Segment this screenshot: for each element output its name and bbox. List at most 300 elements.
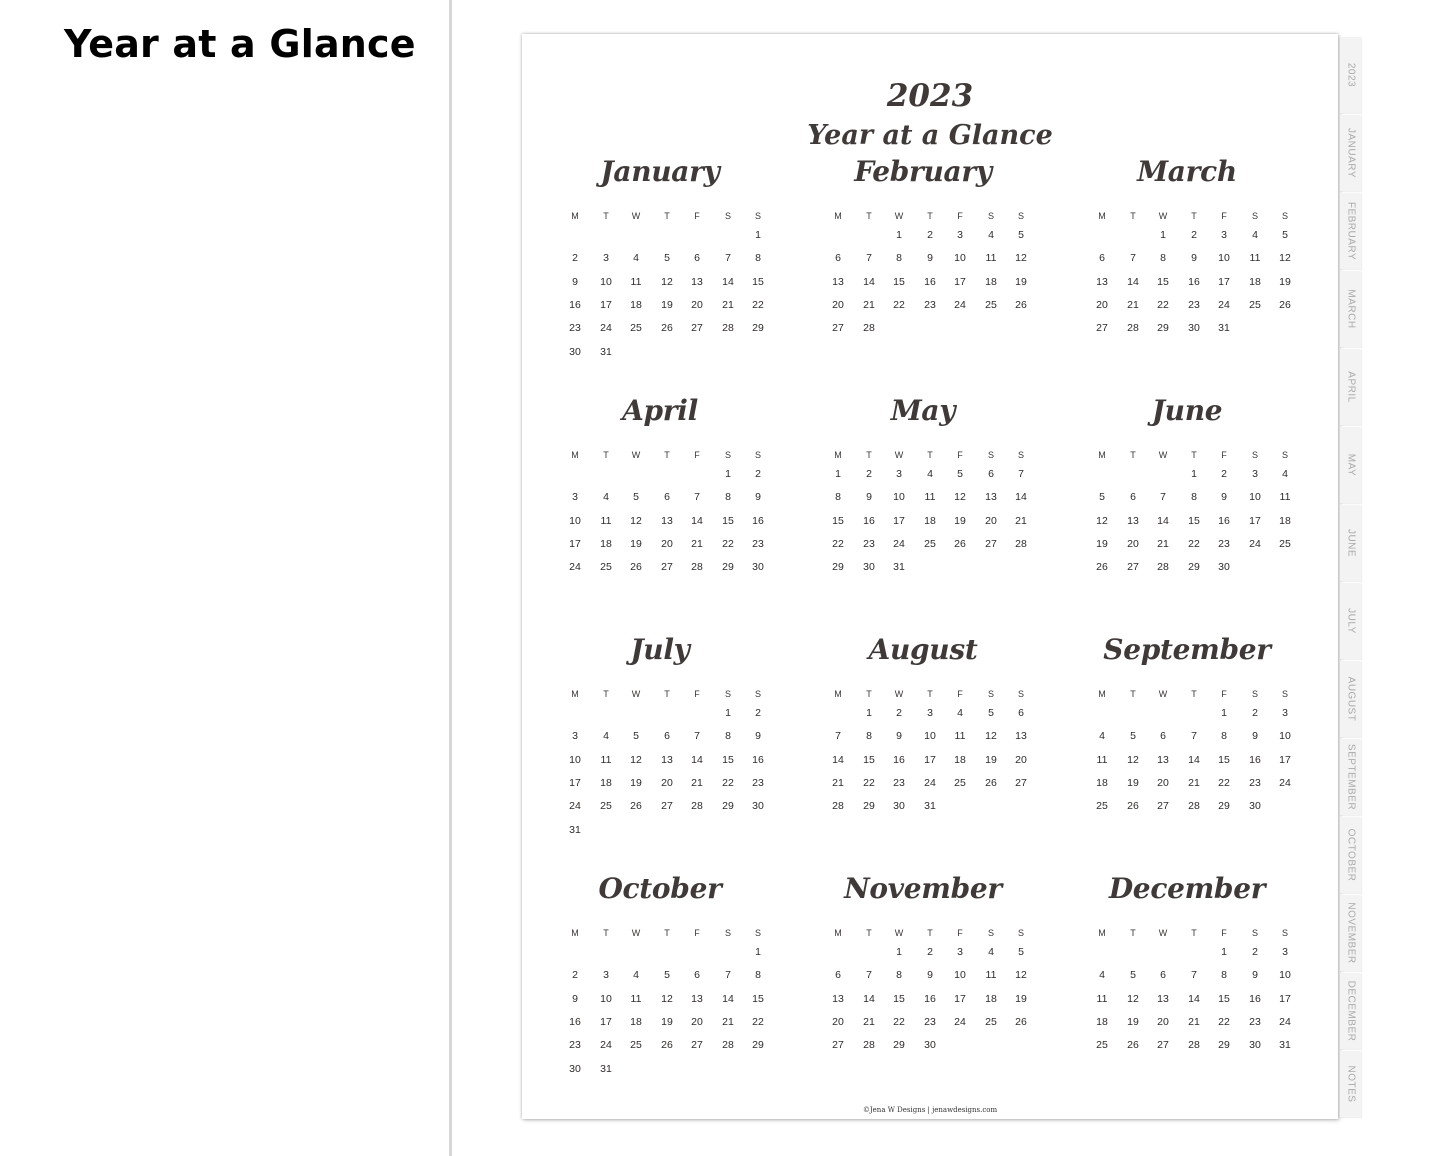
day-cell: 20 — [1157, 776, 1169, 789]
day-cell: 31 — [1279, 1039, 1291, 1052]
weekday-label: F — [957, 928, 963, 938]
tab-october[interactable] — [1339, 817, 1361, 893]
day-cell: 15 — [863, 753, 875, 766]
weekday-label: W — [894, 689, 904, 699]
weekday-label: S — [754, 928, 761, 938]
day-cell: 27 — [985, 537, 997, 550]
day-cell: 10 — [954, 969, 966, 982]
week-row — [553, 1062, 767, 1076]
day-cell: 5 — [1099, 491, 1105, 504]
day-cell: 11 — [1249, 252, 1261, 265]
weekday-label: T — [603, 211, 609, 221]
weekday-label: T — [603, 689, 609, 699]
day-cell: 15 — [1218, 992, 1230, 1005]
day-cell: 8 — [866, 730, 872, 743]
day-cell: 30 — [569, 345, 581, 358]
day-cell: 1 — [866, 707, 872, 719]
day-cell: 6 — [1018, 707, 1024, 719]
day-cell: 7 — [725, 969, 731, 982]
day-cell: 4 — [603, 491, 609, 504]
day-cell: 30 — [752, 561, 764, 574]
day-cell: 23 — [1218, 537, 1230, 550]
day-cell: 31 — [893, 561, 905, 574]
day-cell: 6 — [694, 969, 700, 982]
day-cell: 21 — [691, 776, 703, 789]
day-cell: 9 — [572, 992, 578, 1005]
day-cell: 11 — [954, 730, 966, 743]
weekday-label: F — [957, 450, 963, 460]
day-cell: 16 — [924, 275, 936, 288]
day-cell: 9 — [572, 275, 578, 288]
week-row — [553, 560, 767, 574]
week-row — [816, 1038, 1030, 1052]
day-cell: 28 — [1188, 1039, 1200, 1052]
panel-divider — [449, 0, 452, 1156]
day-cell: 30 — [1249, 1039, 1261, 1052]
day-cell: 13 — [832, 992, 844, 1005]
day-cell: 12 — [630, 753, 642, 766]
day-cell: 31 — [569, 823, 581, 836]
week-row — [1080, 1015, 1294, 1029]
weekday-label: W — [1158, 211, 1168, 221]
day-cell: 25 — [954, 776, 966, 789]
day-cell: 19 — [630, 776, 642, 789]
day-cell: 1 — [896, 946, 902, 958]
day-cell: 20 — [1157, 1015, 1169, 1028]
tab-label: MARCH — [1345, 289, 1356, 329]
weekday-label: S — [1017, 689, 1024, 699]
day-cell: 26 — [630, 561, 642, 574]
weekday-label: M — [834, 450, 842, 460]
week-row — [553, 228, 767, 242]
weekday-label: F — [694, 211, 700, 221]
day-cell: 3 — [957, 946, 963, 958]
week-row — [1080, 490, 1294, 504]
weekday-label: T — [664, 211, 670, 221]
day-cell: 9 — [755, 491, 761, 504]
day-cell: 18 — [1279, 514, 1291, 527]
weekday-label: S — [1017, 450, 1024, 460]
day-cell: 21 — [1188, 776, 1200, 789]
day-cell: 23 — [752, 776, 764, 789]
day-cell: 21 — [691, 537, 703, 550]
day-cell: 20 — [832, 1015, 844, 1028]
day-cell: 5 — [664, 252, 670, 265]
day-cell: 31 — [600, 1062, 612, 1075]
week-row — [1080, 298, 1294, 312]
day-cell: 17 — [1279, 753, 1291, 766]
weekday-label: T — [1130, 928, 1136, 938]
day-cell: 5 — [1018, 229, 1024, 241]
day-cell: 10 — [569, 514, 581, 527]
weekday-label: F — [957, 211, 963, 221]
day-cell: 3 — [927, 707, 933, 719]
day-cell: 18 — [600, 537, 612, 550]
day-cell: 11 — [985, 969, 997, 982]
tab-july[interactable] — [1339, 583, 1361, 659]
day-cell: 22 — [1157, 298, 1169, 311]
day-cell: 29 — [1218, 1039, 1230, 1052]
day-cell: 27 — [691, 1039, 703, 1052]
day-cell: 29 — [1218, 800, 1230, 813]
day-cell: 25 — [924, 537, 936, 550]
day-cell: 30 — [863, 561, 875, 574]
day-cell: 14 — [691, 514, 703, 527]
day-cell: 31 — [600, 345, 612, 358]
week-row — [553, 729, 767, 743]
day-cell: 9 — [927, 969, 933, 982]
tab-february[interactable] — [1339, 193, 1361, 269]
weekday-label: S — [1017, 211, 1024, 221]
day-cell: 20 — [1015, 753, 1027, 766]
day-cell: 10 — [569, 753, 581, 766]
day-cell: 25 — [630, 322, 642, 335]
day-cell: 16 — [924, 992, 936, 1005]
day-cell: 3 — [603, 969, 609, 982]
day-cell: 7 — [866, 969, 872, 982]
day-cell: 28 — [1127, 322, 1139, 335]
day-cell: 30 — [924, 1039, 936, 1052]
weekday-label: W — [631, 689, 641, 699]
day-cell: 7 — [866, 252, 872, 265]
day-cell: 19 — [1279, 275, 1291, 288]
day-cell: 11 — [1096, 753, 1108, 766]
day-cell: 18 — [985, 992, 997, 1005]
weekday-label: S — [987, 928, 994, 938]
day-cell: 3 — [957, 229, 963, 241]
day-cell: 24 — [600, 1039, 612, 1052]
day-cell: 22 — [1218, 1015, 1230, 1028]
week-row — [816, 228, 1030, 242]
week-row — [816, 560, 1030, 574]
day-cell: 14 — [722, 992, 734, 1005]
weekday-label: S — [1281, 689, 1288, 699]
day-cell: 2 — [1252, 707, 1258, 719]
day-cell: 19 — [1096, 537, 1108, 550]
day-cell: 13 — [661, 514, 673, 527]
day-cell: 29 — [1188, 561, 1200, 574]
weekday-label: M — [571, 928, 579, 938]
weekday-header — [1080, 687, 1294, 701]
day-cell: 17 — [954, 992, 966, 1005]
day-cell: 25 — [1249, 298, 1261, 311]
day-cell: 24 — [1279, 1015, 1291, 1028]
day-cell: 10 — [1279, 730, 1291, 743]
day-cell: 25 — [600, 800, 612, 813]
weekday-label: S — [724, 928, 731, 938]
day-cell: 18 — [1096, 776, 1108, 789]
day-cell: 1 — [1221, 946, 1227, 958]
weekday-label: T — [866, 211, 872, 221]
tab-label: SEPTEMBER — [1345, 743, 1356, 811]
day-cell: 20 — [1096, 298, 1108, 311]
day-cell: 12 — [1279, 252, 1291, 265]
day-cell: 17 — [600, 1015, 612, 1028]
weekday-label: S — [754, 450, 761, 460]
weekday-label: T — [1130, 450, 1136, 460]
week-row — [1080, 537, 1294, 551]
day-cell: 6 — [664, 730, 670, 743]
day-cell: 13 — [1157, 753, 1169, 766]
week-row — [553, 275, 767, 289]
day-cell: 20 — [832, 298, 844, 311]
day-cell: 19 — [1127, 1015, 1139, 1028]
tab-march[interactable] — [1339, 271, 1361, 347]
tab-january[interactable] — [1339, 115, 1361, 191]
tab-notes[interactable] — [1339, 1051, 1361, 1117]
week-row — [553, 490, 767, 504]
weekday-label: S — [987, 211, 994, 221]
day-cell: 7 — [725, 252, 731, 265]
day-cell: 27 — [691, 322, 703, 335]
week-row — [553, 968, 767, 982]
day-cell: 18 — [985, 275, 997, 288]
day-cell: 4 — [1099, 969, 1105, 982]
day-cell: 11 — [924, 491, 936, 504]
day-cell: 6 — [835, 252, 841, 265]
weekday-label: T — [1191, 211, 1197, 221]
day-cell: 17 — [954, 275, 966, 288]
day-cell: 5 — [988, 707, 994, 719]
day-cell: 30 — [752, 800, 764, 813]
day-cell: 15 — [1157, 275, 1169, 288]
day-cell: 2 — [866, 468, 872, 480]
day-cell: 29 — [752, 1039, 764, 1052]
day-cell: 16 — [1249, 992, 1261, 1005]
weekday-label: W — [894, 928, 904, 938]
day-cell: 30 — [569, 1062, 581, 1075]
day-cell: 14 — [1188, 992, 1200, 1005]
day-cell: 27 — [1015, 776, 1027, 789]
month-name: December — [1108, 872, 1266, 905]
day-cell: 13 — [832, 275, 844, 288]
day-cell: 1 — [725, 707, 731, 719]
month-name: February — [854, 155, 992, 188]
day-cell: 2 — [755, 468, 761, 480]
tab-december[interactable] — [1339, 973, 1361, 1049]
weekday-label: S — [1281, 211, 1288, 221]
day-cell: 4 — [633, 252, 639, 265]
day-cell: 19 — [1127, 776, 1139, 789]
day-cell: 28 — [722, 322, 734, 335]
day-cell: 28 — [1188, 800, 1200, 813]
day-cell: 23 — [893, 776, 905, 789]
day-cell: 25 — [1096, 1039, 1108, 1052]
day-cell: 29 — [722, 800, 734, 813]
weekday-label: S — [1251, 450, 1258, 460]
day-cell: 12 — [661, 992, 673, 1005]
tab-label: NOTES — [1345, 1065, 1356, 1103]
day-cell: 13 — [985, 491, 997, 504]
week-row — [553, 1038, 767, 1052]
day-cell: 29 — [863, 800, 875, 813]
month-name: September — [1103, 633, 1271, 666]
day-cell: 9 — [1191, 252, 1197, 265]
day-cell: 17 — [569, 776, 581, 789]
year-title: 2023 — [886, 78, 974, 114]
day-cell: 18 — [954, 753, 966, 766]
day-cell: 27 — [1157, 800, 1169, 813]
tab-june[interactable] — [1339, 505, 1361, 581]
day-cell: 4 — [1099, 730, 1105, 743]
day-cell: 26 — [1279, 298, 1291, 311]
day-cell: 13 — [691, 275, 703, 288]
month-name: January — [600, 155, 720, 188]
week-row — [816, 945, 1030, 959]
day-cell: 18 — [630, 1015, 642, 1028]
day-cell: 10 — [1249, 491, 1261, 504]
day-cell: 18 — [630, 298, 642, 311]
day-cell: 20 — [691, 1015, 703, 1028]
day-cell: 30 — [893, 800, 905, 813]
weekday-header — [816, 448, 1030, 462]
tab-label: AUGUST — [1345, 676, 1356, 722]
weekday-header — [553, 209, 767, 223]
tab-november[interactable] — [1339, 895, 1361, 971]
day-cell: 14 — [1157, 514, 1169, 527]
day-cell: 20 — [661, 776, 673, 789]
week-row — [553, 467, 767, 481]
weekday-header — [1080, 209, 1294, 223]
weekday-label: F — [1221, 928, 1227, 938]
day-cell: 19 — [954, 514, 966, 527]
day-cell: 7 — [1191, 969, 1197, 982]
day-cell: 16 — [1249, 753, 1261, 766]
weekday-label: S — [724, 211, 731, 221]
week-row — [553, 776, 767, 790]
day-cell: 23 — [924, 298, 936, 311]
day-cell: 24 — [600, 322, 612, 335]
week-row — [816, 467, 1030, 481]
month-name: October — [598, 872, 722, 905]
day-cell: 22 — [893, 1015, 905, 1028]
tab-label: JULY — [1345, 608, 1356, 634]
day-cell: 16 — [1188, 275, 1200, 288]
weekday-label: S — [724, 450, 731, 460]
day-cell: 21 — [863, 298, 875, 311]
day-cell: 16 — [863, 514, 875, 527]
weekday-label: F — [694, 689, 700, 699]
day-cell: 22 — [752, 1015, 764, 1028]
day-cell: 14 — [863, 992, 875, 1005]
day-cell: 14 — [691, 753, 703, 766]
day-cell: 24 — [1279, 776, 1291, 789]
week-row — [816, 1015, 1030, 1029]
day-cell: 5 — [1130, 969, 1136, 982]
day-cell: 10 — [600, 992, 612, 1005]
day-cell: 23 — [924, 1015, 936, 1028]
week-row — [553, 1015, 767, 1029]
weekday-label: W — [1158, 689, 1168, 699]
month-name: November — [844, 872, 1002, 905]
day-cell: 8 — [725, 730, 731, 743]
day-cell: 2 — [1221, 468, 1227, 480]
tab-august[interactable] — [1339, 661, 1361, 737]
tab-september[interactable] — [1339, 739, 1361, 815]
day-cell: 2 — [1191, 229, 1197, 241]
tab-may[interactable] — [1339, 427, 1361, 503]
week-row — [816, 753, 1030, 767]
day-cell: 1 — [755, 229, 761, 241]
day-cell: 21 — [1127, 298, 1139, 311]
week-row — [816, 968, 1030, 982]
week-row — [1080, 321, 1294, 335]
weekday-label: T — [927, 211, 933, 221]
day-cell: 24 — [1249, 537, 1261, 550]
day-cell: 25 — [985, 298, 997, 311]
day-cell: 20 — [691, 298, 703, 311]
day-cell: 9 — [1221, 491, 1227, 504]
day-cell: 17 — [600, 298, 612, 311]
day-cell: 24 — [1218, 298, 1230, 311]
day-cell: 27 — [1157, 1039, 1169, 1052]
week-row — [816, 298, 1030, 312]
day-cell: 6 — [664, 491, 670, 504]
day-cell: 8 — [835, 491, 841, 504]
day-cell: 22 — [863, 776, 875, 789]
week-row — [553, 706, 767, 720]
weekday-label: M — [834, 928, 842, 938]
day-cell: 12 — [1015, 969, 1027, 982]
tab-april[interactable] — [1339, 349, 1361, 425]
week-row — [553, 992, 767, 1006]
weekday-label: W — [894, 450, 904, 460]
day-cell: 16 — [569, 1015, 581, 1028]
day-cell: 7 — [1130, 252, 1136, 265]
day-cell: 6 — [1160, 969, 1166, 982]
weekday-label: T — [603, 450, 609, 460]
weekday-label: T — [603, 928, 609, 938]
day-cell: 11 — [1279, 491, 1291, 504]
day-cell: 29 — [1157, 322, 1169, 335]
day-cell: 20 — [1127, 537, 1139, 550]
weekday-label: T — [1130, 211, 1136, 221]
day-cell: 15 — [722, 514, 734, 527]
day-cell: 9 — [866, 491, 872, 504]
weekday-label: M — [571, 211, 579, 221]
weekday-label: T — [866, 450, 872, 460]
weekday-label: T — [1191, 689, 1197, 699]
day-cell: 17 — [924, 753, 936, 766]
week-row — [1080, 251, 1294, 265]
week-row — [553, 514, 767, 528]
weekday-label: T — [866, 689, 872, 699]
day-cell: 10 — [1218, 252, 1230, 265]
tab-2023[interactable] — [1339, 37, 1361, 113]
weekday-label: F — [694, 928, 700, 938]
day-cell: 14 — [1015, 491, 1027, 504]
day-cell: 8 — [1191, 491, 1197, 504]
day-cell: 28 — [863, 1039, 875, 1052]
day-cell: 19 — [1015, 275, 1027, 288]
week-row — [553, 537, 767, 551]
day-cell: 4 — [1252, 229, 1258, 241]
day-cell: 26 — [1127, 1039, 1139, 1052]
day-cell: 24 — [954, 1015, 966, 1028]
day-cell: 2 — [755, 707, 761, 719]
day-cell: 1 — [755, 946, 761, 958]
day-cell: 12 — [1127, 992, 1139, 1005]
day-cell: 19 — [985, 753, 997, 766]
day-cell: 24 — [569, 800, 581, 813]
day-cell: 2 — [927, 946, 933, 958]
day-cell: 9 — [755, 730, 761, 743]
day-cell: 1 — [725, 468, 731, 480]
day-cell: 23 — [569, 1039, 581, 1052]
day-cell: 19 — [630, 537, 642, 550]
day-cell: 6 — [1099, 252, 1105, 265]
weekday-label: S — [1017, 928, 1024, 938]
